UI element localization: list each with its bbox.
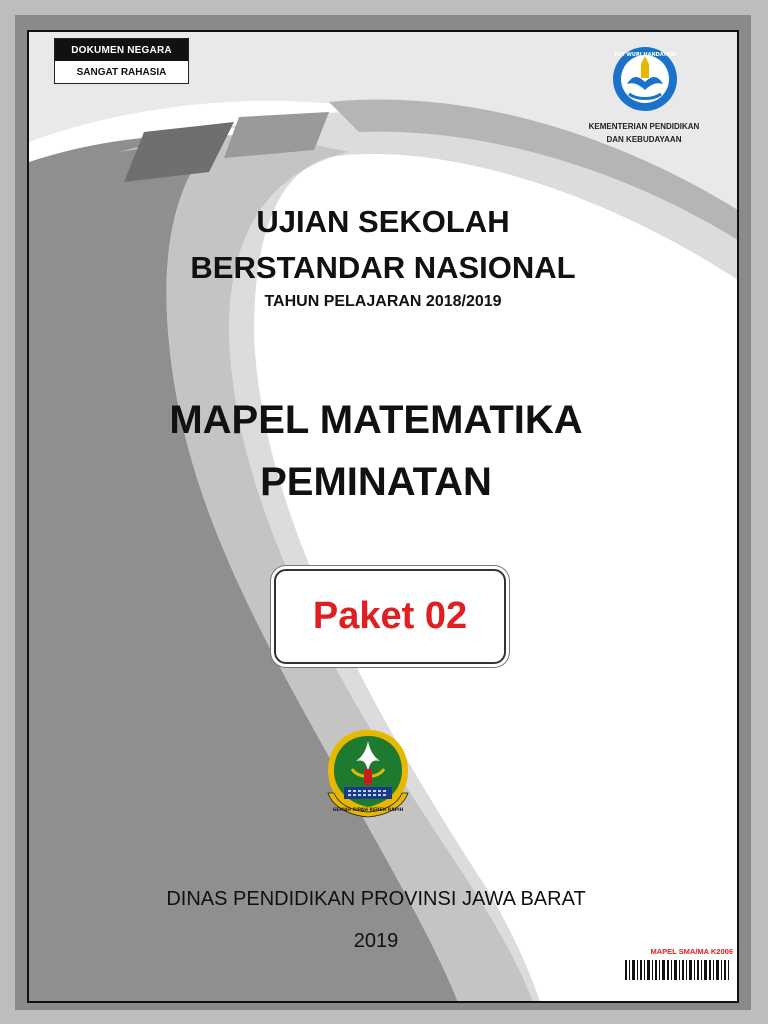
ministry-line-2: DAN KEBUDAYAAN bbox=[606, 135, 682, 144]
exam-title-line-1: UJIAN SEKOLAH bbox=[256, 204, 510, 239]
package-box bbox=[274, 569, 506, 664]
logo-motto: TUT WURI HANDAYANI bbox=[613, 52, 677, 58]
cover-page bbox=[27, 30, 739, 1003]
background-swoosh bbox=[29, 32, 739, 1003]
emblem-motto: GEMAH RIPAH REPEH RAPIH bbox=[332, 808, 404, 813]
tut-wuri-handayani-logo bbox=[605, 46, 685, 112]
publication-year: 2019 bbox=[353, 930, 399, 952]
subject-line-1: MAPEL MATEMATIKA bbox=[169, 398, 583, 442]
jawa-barat-emblem bbox=[322, 727, 414, 819]
subject-line-2: PEMINATAN bbox=[260, 460, 492, 504]
ministry-line-1: KEMENTERIAN PENDIDIKAN bbox=[588, 122, 700, 131]
package-label: Paket 02 bbox=[312, 595, 468, 637]
classification-top: DOKUMEN NEGARA bbox=[55, 39, 188, 61]
academic-year: TAHUN PELAJARAN 2018/2019 bbox=[264, 293, 502, 310]
agency-name: DINAS PENDIDIKAN PROVINSI JAWA BARAT bbox=[166, 888, 586, 910]
ministry-name bbox=[559, 120, 729, 146]
barcode bbox=[625, 960, 729, 980]
document-code: MAPEL SMA/MA K2006 bbox=[650, 947, 733, 956]
classification-box bbox=[54, 38, 189, 84]
exam-title-line-2: BERSTANDAR NASIONAL bbox=[190, 250, 576, 285]
classification-bottom: SANGAT RAHASIA bbox=[76, 66, 167, 78]
